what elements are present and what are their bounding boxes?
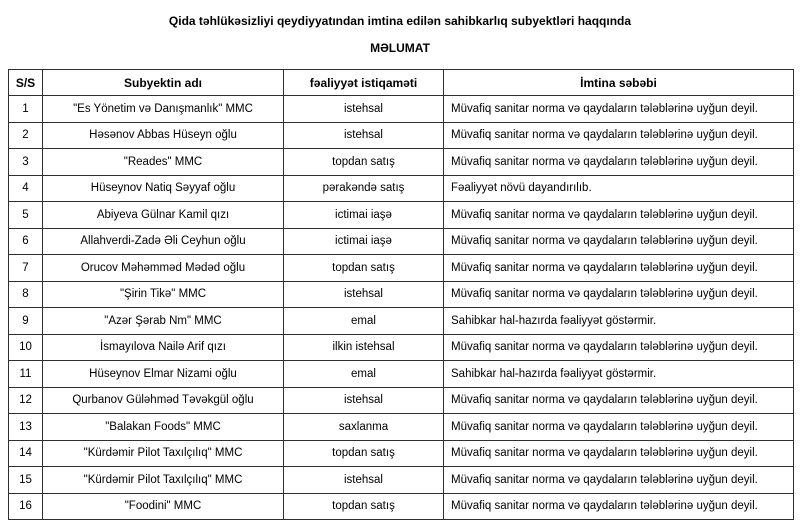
col-header-subject-name: Subyektin adı (43, 70, 284, 96)
col-header-activity: fəaliyyət istiqaməti (284, 70, 444, 96)
table-row (9, 281, 794, 308)
table-row (9, 308, 794, 335)
subject-name-cell: Abiyeva Gülnar Kamil qızı (43, 202, 284, 229)
reason-cell: Müvafiq sanitar norma və qaydaların tələblərinə uyğun deyil. (444, 414, 794, 441)
activity-cell: topdan satış (284, 255, 444, 282)
subject-name-cell: İsmayılova Nailə Arif qızı (43, 334, 284, 361)
subject-name-cell: Allahverdi-Zadə Əli Ceyhun oğlu (43, 228, 284, 255)
subject-name-cell: Qurbanov Güləhməd Təvəkgül oğlu (43, 387, 284, 414)
table-row (9, 96, 794, 123)
row-number-cell: 8 (9, 281, 43, 308)
table-row (9, 387, 794, 414)
subject-name-cell: "Kürdəmir Pilot Taxılçılıq" MMC (43, 467, 284, 494)
reason-cell: Müvafiq sanitar norma və qaydaların tələblərinə uyğun deyil. (444, 228, 794, 255)
reason-cell: Müvafiq sanitar norma və qaydaların tələblərinə uyğun deyil. (444, 334, 794, 361)
reason-cell: Müvafiq sanitar norma və qaydaların tələblərinə uyğun deyil. (444, 255, 794, 282)
table-row (9, 122, 794, 149)
activity-cell: istehsal (284, 122, 444, 149)
row-number-cell: 16 (9, 493, 43, 520)
reason-cell: Müvafiq sanitar norma və qaydaların tələblərinə uyğun deyil. (444, 96, 794, 123)
reason-cell: Sahibkar hal-hazırda fəaliyyət göstərmir. (444, 361, 794, 388)
table-row (9, 228, 794, 255)
table-row (9, 493, 794, 520)
row-number-cell: 13 (9, 414, 43, 441)
row-number-cell: 14 (9, 440, 43, 467)
row-number-cell: 4 (9, 175, 43, 202)
activity-cell: istehsal (284, 467, 444, 494)
reason-cell: Müvafiq sanitar norma və qaydaların tələblərinə uyğun deyil. (444, 281, 794, 308)
row-number-cell: 11 (9, 361, 43, 388)
row-number-cell: 3 (9, 149, 43, 176)
subject-name-cell: "Balakan Foods" MMC (43, 414, 284, 441)
subject-name-cell: "Es Yönetim və Danışmanlık" MMC (43, 96, 284, 123)
table-row (9, 334, 794, 361)
activity-cell: saxlanma (284, 414, 444, 441)
reason-cell: Müvafiq sanitar norma və qaydaların tələblərinə uyğun deyil. (444, 467, 794, 494)
activity-cell: istehsal (284, 96, 444, 123)
reason-cell: Müvafiq sanitar norma və qaydaların tələblərinə uyğun deyil. (444, 149, 794, 176)
activity-cell: pərakəndə satış (284, 175, 444, 202)
table-row (9, 175, 794, 202)
document-subtitle: MƏLUMAT (370, 41, 430, 55)
subject-name-cell: "Foodini" MMC (43, 493, 284, 520)
reason-cell: Müvafiq sanitar norma və qaydaların tələblərinə uyğun deyil. (444, 202, 794, 229)
activity-cell: emal (284, 361, 444, 388)
subject-name-cell: Həsənov Abbas Hüseyn oğlu (43, 122, 284, 149)
activity-cell: topdan satış (284, 493, 444, 520)
table-row (9, 361, 794, 388)
table-row (9, 202, 794, 229)
row-number-cell: 10 (9, 334, 43, 361)
row-number-cell: 12 (9, 387, 43, 414)
row-number-cell: 7 (9, 255, 43, 282)
table-row (9, 255, 794, 282)
reason-cell: Fəaliyyət növü dayandırılıb. (444, 175, 794, 202)
table-body (9, 96, 794, 520)
reason-cell: Sahibkar hal-hazırda fəaliyyət göstərmir. (444, 308, 794, 335)
reason-cell: Müvafiq sanitar norma və qaydaların tələblərinə uyğun deyil. (444, 122, 794, 149)
subject-name-cell: Orucov Məhəmməd Mədəd oğlu (43, 255, 284, 282)
activity-cell: istehsal (284, 387, 444, 414)
refusal-table (8, 69, 794, 520)
subject-name-cell: "Reades" MMC (43, 149, 284, 176)
activity-cell: emal (284, 308, 444, 335)
table-row (9, 440, 794, 467)
subject-name-cell: "Kürdəmir Pilot Taxılçılıq" MMC (43, 440, 284, 467)
row-number-cell: 9 (9, 308, 43, 335)
document-title: Qida təhlükəsizliyi qeydiyyatından imtina edilən sahibkarlıq subyektləri haqqında (168, 14, 632, 28)
table-row (9, 149, 794, 176)
activity-cell: ictimai iaşə (284, 228, 444, 255)
subject-name-cell: "Azər Şərab Nm" MMC (43, 308, 284, 335)
table-header-row (9, 70, 794, 96)
row-number-cell: 2 (9, 122, 43, 149)
row-number-cell: 5 (9, 202, 43, 229)
subject-name-cell: Hüseynov Elmar Nizami oğlu (43, 361, 284, 388)
activity-cell: ictimai iaşə (284, 202, 444, 229)
activity-cell: ilkin istehsal (284, 334, 444, 361)
title-block (0, 0, 800, 55)
activity-cell: istehsal (284, 281, 444, 308)
activity-cell: topdan satış (284, 440, 444, 467)
table-header (9, 70, 794, 96)
row-number-cell: 15 (9, 467, 43, 494)
row-number-cell: 1 (9, 96, 43, 123)
table-row (9, 467, 794, 494)
reason-cell: Müvafiq sanitar norma və qaydaların tələblərinə uyğun deyil. (444, 440, 794, 467)
activity-cell: topdan satış (284, 149, 444, 176)
reason-cell: Müvafiq sanitar norma və qaydaların tələblərinə uyğun deyil. (444, 493, 794, 520)
col-header-refusal-reason: İmtina səbəbi (444, 70, 794, 96)
col-header-ss: S/S (9, 70, 43, 96)
row-number-cell: 6 (9, 228, 43, 255)
table-row (9, 414, 794, 441)
subject-name-cell: "Şirin Tikə" MMC (43, 281, 284, 308)
subject-name-cell: Hüseynov Natiq Səyyaf oğlu (43, 175, 284, 202)
reason-cell: Müvafiq sanitar norma və qaydaların tələblərinə uyğun deyil. (444, 387, 794, 414)
